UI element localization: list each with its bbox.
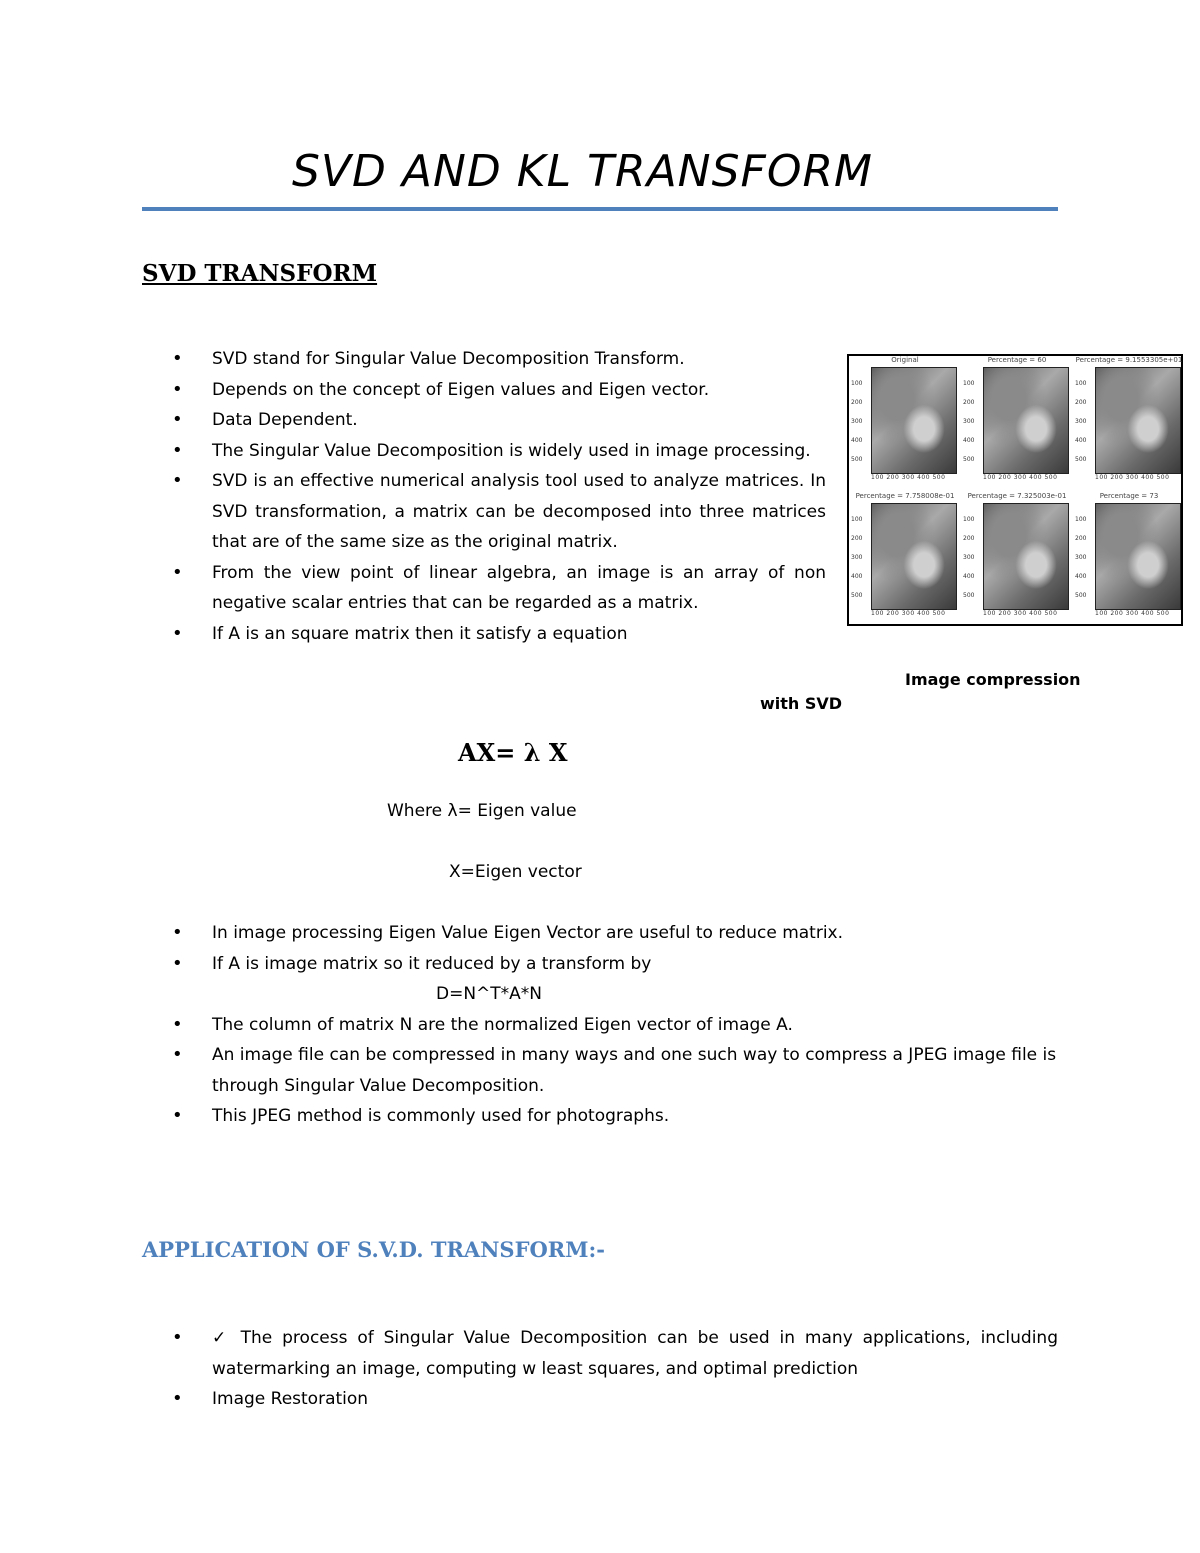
list-item: • Data Dependent. — [142, 405, 826, 436]
panel-title: Original — [891, 356, 919, 364]
panel-title: Percentage = 7.758008e-01 — [855, 492, 955, 500]
list-item: • ✓ The process of Singular Value Decomposition can be used in many applications, including watermarking an image, computing w least squares, and optimal prediction — [142, 1323, 1058, 1384]
panel-image — [1095, 503, 1181, 610]
panel-title: Percentage = 60 — [987, 356, 1047, 364]
figure-panel — [849, 492, 961, 626]
list-item: • SVD stand for Singular Value Decomposition Transform. — [142, 344, 826, 375]
panel-xticks: 100 200 300 400 500 — [1095, 474, 1170, 481]
list-item: • The Singular Value Decomposition is widely used in image processing. — [142, 436, 826, 467]
list-item: • From the view point of linear algebra, an image is an array of non negative scalar entries that can be regarded as a matrix. — [142, 558, 826, 619]
svd-compression-figure — [847, 354, 1183, 626]
panel-yticks: 100 200 300 400 500 — [851, 516, 863, 599]
panel-xticks: 100 200 300 400 500 — [871, 474, 946, 481]
where-eigen-value: Where λ= Eigen value — [387, 801, 577, 821]
panel-image — [983, 367, 1069, 474]
panel-image — [1095, 367, 1181, 474]
panel-title: Percentage = 7.325003e-01 — [967, 492, 1067, 500]
where-eigen-vector: X=Eigen vector — [449, 862, 582, 882]
figure-panel — [961, 492, 1073, 626]
list-item — [142, 949, 1062, 1010]
application-bullet-list — [142, 1323, 1058, 1415]
figure-panel — [1073, 356, 1185, 490]
panel-xticks: 100 200 300 400 500 — [983, 610, 1058, 617]
figure-caption-line2: with SVD — [760, 694, 843, 713]
list-item: • An image file can be compressed in many ways and one such way to compress a JPEG image file is through Singular Value Decomposition. — [142, 1040, 1062, 1101]
panel-yticks: 100 200 300 400 500 — [1075, 380, 1087, 463]
panel-image — [983, 503, 1069, 610]
panel-title: Percentage = 73 — [1099, 492, 1159, 500]
panel-xticks: 100 200 300 400 500 — [871, 610, 946, 617]
panel-yticks: 100 200 300 400 500 — [963, 380, 975, 463]
list-item: • This JPEG method is commonly used for photographs. — [142, 1101, 1062, 1132]
panel-xticks: 100 200 300 400 500 — [1095, 610, 1170, 617]
figure-panel — [961, 356, 1073, 490]
document-title: SVD AND KL TRANSFORM — [292, 146, 873, 197]
eigen-bullet-list — [142, 918, 1062, 1132]
transform-formula: D=N^T*A*N — [436, 984, 543, 1004]
panel-title: Percentage = 9.1553305e+01 — [1075, 356, 1183, 364]
figure-panel — [849, 356, 961, 490]
list-item: • The column of matrix N are the normalized Eigen vector of image A. — [142, 1010, 1062, 1041]
svd-bullet-list — [142, 344, 826, 649]
section-heading-svd: SVD TRANSFORM — [142, 260, 378, 287]
figure-panel — [1073, 492, 1185, 626]
figure-caption-line1: Image compression — [905, 670, 1081, 689]
panel-xticks: 100 200 300 400 500 — [983, 474, 1058, 481]
list-item: • Image Restoration — [142, 1384, 1058, 1415]
panel-image — [871, 503, 957, 610]
panel-yticks: 100 200 300 400 500 — [963, 516, 975, 599]
list-item: • If A is an square matrix then it satisfy a equation — [142, 619, 826, 650]
eigen-equation: AX= λ X — [458, 738, 568, 767]
panel-yticks: 100 200 300 400 500 — [851, 380, 863, 463]
list-item: • Depends on the concept of Eigen values and Eigen vector. — [142, 375, 826, 406]
list-item: • SVD is an effective numerical analysis tool used to analyze matrices. In SVD transformation, a matrix can be decomposed into three matrices that are of the same size as the original matrix. — [142, 466, 826, 558]
panel-yticks: 100 200 300 400 500 — [1075, 516, 1087, 599]
panel-image — [871, 367, 957, 474]
section-heading-application: APPLICATION OF S.V.D. TRANSFORM:- — [142, 1237, 605, 1262]
list-item: • In image processing Eigen Value Eigen Vector are useful to reduce matrix. — [142, 918, 1062, 949]
title-underline — [142, 207, 1058, 211]
list-item-text: If A is image matrix so it reduced by a transform by — [212, 953, 652, 974]
